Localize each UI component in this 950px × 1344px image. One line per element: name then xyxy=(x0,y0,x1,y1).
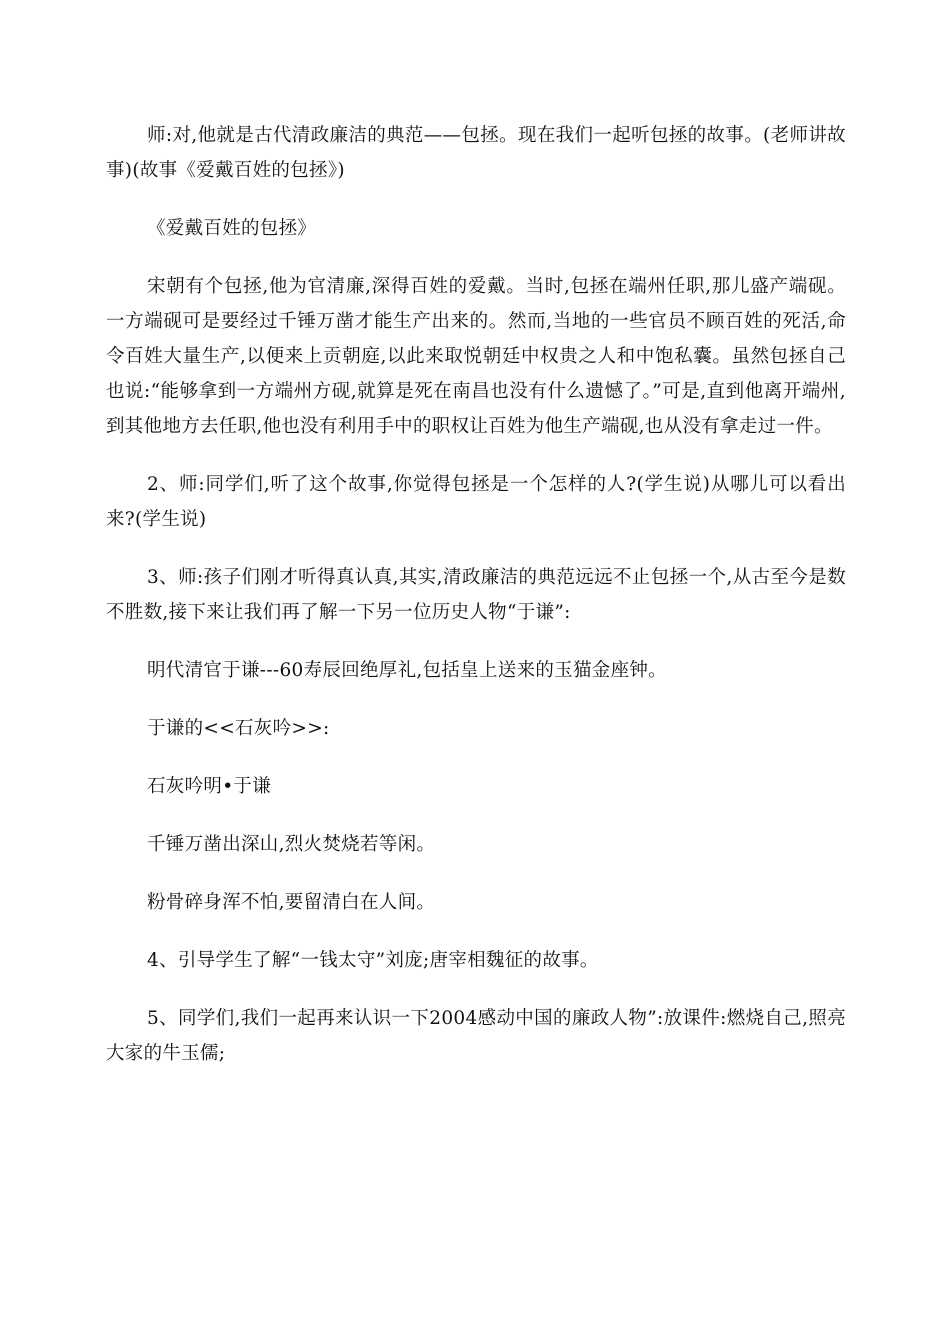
poem-line-2: 粉骨碎身浑不怕,要留清白在人间。 xyxy=(147,892,436,913)
paragraph-step-2: 2、师:同学们,听了这个故事,你觉得包拯是一个怎样的人?(学生说)从哪儿可以看出来?(学生说) xyxy=(106,474,846,530)
paragraph-step-4: 4、引导学生了解“一钱太守”刘庞;唐宰相魏征的故事。 xyxy=(147,950,599,971)
paragraph-intro: 师:对,他就是古代清政廉洁的典范——包拯。现在我们一起听包拯的故事。(老师讲故事)(故事《爱戴百姓的包拯》) xyxy=(106,125,846,181)
paragraph-story: 宋朝有个包拯,他为官清廉,深得百姓的爱戴。当时,包拯在端州任职,那儿盛产端砚。一方端砚可是要经过千锤万凿才能生产出来的。然而,当地的一些官员不顾百姓的死活,命令百姓大量生产,以便来上贡朝庭,以此来取悦朝廷中权贵之人和中饱私囊。虽然包拯自己也说:“能够拿到一方端州方砚,就算是死在南昌也没有什么遗憾了。”可是,直到他离开端州,到其他地方去任职,他也没有利用手中的职权让百姓为他生产端砚,也从没有拿走过一件。 xyxy=(106,276,846,437)
document-body xyxy=(106,118,846,1094)
paragraph-step-5: 5、同学们,我们一起再来认识一下2004感动中国的廉政人物”:放课件:燃烧自己,照亮大家的牛玉儒; xyxy=(106,1008,846,1064)
paragraph-poem-intro: 于谦的<<石灰吟>>: xyxy=(147,718,330,739)
paragraph-yuqian-note: 明代清官于谦---60寿辰回绝厚礼,包括皇上送来的玉猫金座钟。 xyxy=(147,660,667,681)
poem-line-1: 千锤万凿出深山,烈火焚烧若等闲。 xyxy=(147,834,436,855)
paragraph-step-3: 3、师:孩子们刚才听得真认真,其实,清政廉洁的典范远远不止包拯一个,从古至今是数不胜数,接下来让我们再了解一下另一位历史人物“于谦”: xyxy=(106,567,846,623)
poem-title: 石灰吟明•于谦 xyxy=(147,776,272,797)
story-title: 《爱戴百姓的包拯》 xyxy=(147,218,317,239)
